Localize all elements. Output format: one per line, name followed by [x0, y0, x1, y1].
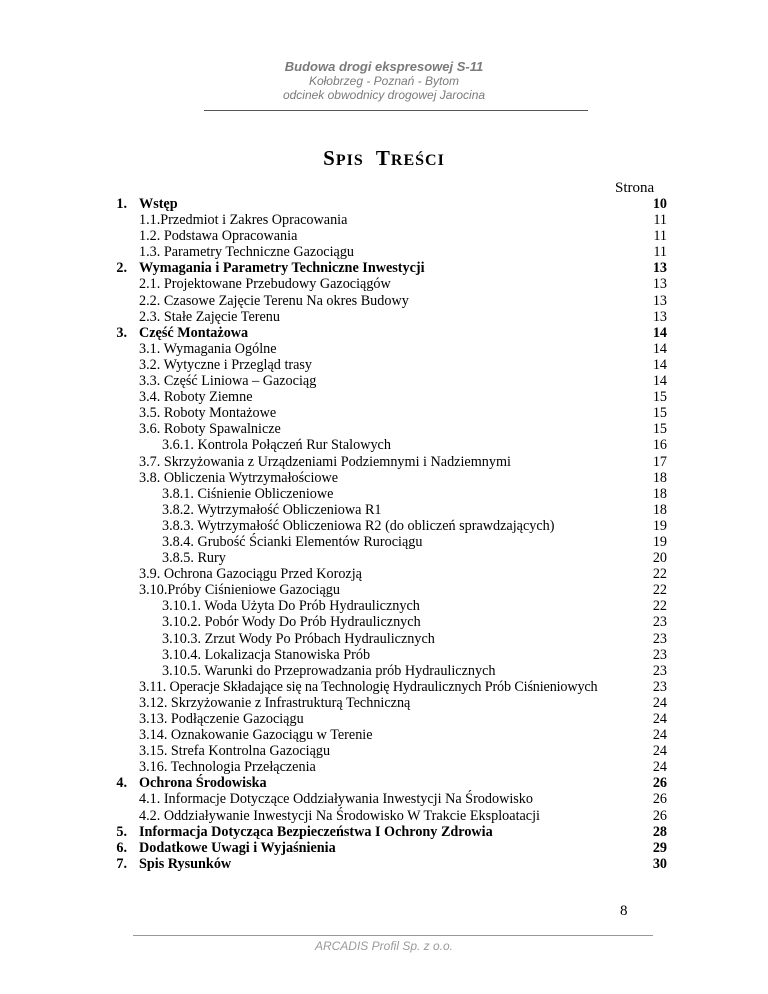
toc-entry-title: 3.8.5. Rury [162, 550, 226, 567]
toc-entry-page: 11 [653, 228, 667, 245]
toc-entry-page: 19 [652, 517, 667, 534]
toc-entry[interactable] [0, 598, 768, 614]
toc-entry-title: Wstęp [139, 196, 178, 212]
toc-entry-number: 1. [116, 196, 127, 212]
footer-company: ARCADIS Profil Sp. z o.o. [314, 939, 454, 953]
toc-entry-page: 13 [652, 292, 667, 309]
toc-entry[interactable] [0, 405, 768, 421]
header-divider [204, 110, 588, 111]
toc-entry-title: 3.10.4. Lokalizacja Stanowiska Prób [162, 646, 371, 663]
toc-entry-page: 26 [652, 775, 667, 792]
toc-entry-title: Dodatkowe Uwagi i Wyjaśnienia [139, 839, 336, 856]
toc-entry-title: 3.8.2. Wytrzymałość Obliczeniowa R1 [162, 501, 382, 518]
toc-entry[interactable] [0, 309, 768, 325]
toc-entry[interactable] [0, 196, 768, 212]
toc-entry-page: 30 [652, 855, 667, 872]
page-title [0, 146, 768, 171]
toc-entry-title: 3.12. Skrzyżowanie z Infrastrukturą Techniczną [139, 694, 411, 711]
toc-entry-page: 23 [652, 630, 667, 647]
toc-entry-title: 3.6.1. Kontrola Połączeń Rur Stalowych [162, 437, 391, 454]
toc-entry[interactable] [0, 389, 768, 405]
toc-entry-page: 11 [653, 212, 667, 229]
toc-entry[interactable] [0, 325, 768, 341]
header-section: odcinek obwodnicy drogowej Jarocina [282, 88, 486, 102]
toc-entry-page: 24 [652, 759, 667, 776]
toc-entry[interactable] [0, 566, 768, 582]
toc-entry[interactable] [0, 357, 768, 373]
toc-entry[interactable] [0, 791, 768, 807]
footer-divider [133, 935, 653, 936]
toc-entry[interactable] [0, 534, 768, 550]
toc-entry-page: 15 [652, 421, 667, 438]
toc-entry-number: 7. [116, 855, 127, 872]
title-initial-1: S [323, 146, 336, 170]
page-number: 8 [620, 903, 628, 919]
toc-entry-page: 23 [652, 646, 667, 663]
toc-entry-title: 3.8. Obliczenia Wytrzymałościowe [139, 469, 339, 486]
header-project-title: Budowa drogi ekspresowej S-11 [284, 59, 484, 74]
toc-entry-page: 23 [652, 678, 667, 695]
toc-entry[interactable] [0, 244, 768, 260]
toc-entry[interactable] [0, 212, 768, 228]
toc-entry-page: 26 [652, 791, 667, 808]
toc-entry[interactable] [0, 775, 768, 791]
header-route: Kołobrzeg - Poznań - Bytom [308, 74, 460, 88]
toc-entry-page: 18 [652, 469, 667, 486]
toc-entry[interactable] [0, 711, 768, 727]
toc-entry-page: 24 [652, 727, 667, 744]
toc-entry[interactable] [0, 824, 768, 840]
toc-entry-title: 3.8.3. Wytrzymałość Obliczeniowa R2 (do obliczeń sprawdzających) [162, 517, 555, 534]
toc-entry-page: 22 [652, 582, 667, 599]
toc-entry[interactable] [0, 228, 768, 244]
toc-entry-title: Wymagania i Parametry Techniczne Inwestycji [139, 260, 425, 277]
toc-entry-page: 20 [652, 550, 667, 567]
toc-entry-page: 11 [653, 244, 667, 261]
toc-entry-title: 2.1. Projektowane Przebudowy Gazociągów [139, 276, 391, 293]
toc-entry-title: 3.8.4. Grubość Ścianki Elementów Rurociągu [162, 533, 423, 550]
toc-entry-number: 6. [116, 839, 127, 856]
toc-entry[interactable] [0, 437, 768, 453]
toc-entry-title: 3.10.3. Zrzut Wody Po Próbach Hydraulicznych [162, 630, 435, 647]
toc-entry-page: 28 [652, 823, 667, 840]
toc-entry[interactable] [0, 808, 768, 824]
toc-entry-title: Informacja Dotycząca Bezpieczeństwa I Ochrony Zdrowia [139, 823, 493, 840]
title-word-1: PIS [335, 152, 364, 169]
table-of-contents [0, 196, 768, 872]
toc-entry-page: 14 [652, 356, 667, 373]
toc-entry[interactable] [0, 550, 768, 566]
toc-entry-title: 3.1. Wymagania Ogólne [139, 340, 277, 357]
toc-entry[interactable] [0, 470, 768, 486]
toc-entry[interactable] [0, 518, 768, 534]
toc-entry-page: 22 [652, 566, 667, 583]
toc-entry-page: 24 [652, 743, 667, 760]
toc-entry-title: 3.10.5. Warunki do Przeprowadzania prób Hydraulicznych [162, 662, 496, 679]
toc-entry[interactable] [0, 373, 768, 389]
toc-entry-title: 3.9. Ochrona Gazociągu Przed Korozją [139, 566, 362, 583]
toc-entry[interactable] [0, 421, 768, 437]
toc-entry-title: Spis Rysunków [139, 855, 232, 872]
toc-entry[interactable] [0, 260, 768, 276]
toc-entry-title: 1.3. Parametry Techniczne Gazociągu [139, 244, 355, 261]
toc-entry-page: 23 [652, 614, 667, 631]
page-column-label: Strona [615, 180, 655, 196]
toc-entry-page: 26 [652, 807, 667, 824]
toc-entry[interactable] [0, 293, 768, 309]
toc-entry-title: 1.1.Przedmiot i Zakres Opracowania [139, 212, 348, 229]
title-word-2: REŚCI [390, 152, 445, 169]
title-initial-2: T [375, 146, 391, 170]
toc-entry-title: 3.7. Skrzyżowania z Urządzeniami Podziemnymi i Nadziemnymi [139, 453, 511, 470]
toc-entry-page: 18 [652, 501, 667, 518]
toc-entry-number: 4. [116, 775, 127, 792]
toc-entry-page: 14 [652, 324, 667, 341]
toc-entry[interactable] [0, 743, 768, 759]
toc-entry-title: 3.14. Oznakowanie Gazociągu w Terenie [139, 727, 373, 744]
toc-entry[interactable] [0, 856, 768, 872]
toc-entry[interactable] [0, 727, 768, 743]
toc-entry[interactable] [0, 840, 768, 856]
toc-entry-page: 10 [652, 196, 667, 212]
toc-entry[interactable] [0, 502, 768, 518]
toc-entry-page: 15 [652, 389, 667, 406]
toc-entry-title: 3.8.1. Ciśnienie Obliczeniowe [162, 485, 334, 502]
toc-entry-title: 2.3. Stałe Zajęcie Terenu [139, 308, 280, 325]
toc-entry-number: 5. [116, 823, 127, 840]
toc-entry-page: 13 [652, 308, 667, 325]
toc-entry-title: 3.6. Roboty Spawalnicze [139, 421, 281, 438]
toc-entry-page: 22 [652, 598, 667, 615]
toc-entry-title: 3.10.2. Pobór Wody Do Prób Hydraulicznych [162, 614, 421, 631]
toc-entry[interactable] [0, 679, 768, 695]
toc-entry-page: 19 [652, 533, 667, 550]
toc-entry-page: 18 [652, 485, 667, 502]
toc-entry[interactable] [0, 582, 768, 598]
toc-entry-page: 24 [652, 711, 667, 727]
toc-entry[interactable] [0, 759, 768, 775]
toc-entry-title: 4.1. Informacje Dotyczące Oddziaływania Inwestycji Na Środowisko [139, 791, 533, 808]
toc-entry-title: 3.16. Technologia Przełączenia [139, 759, 316, 776]
toc-entry[interactable] [0, 663, 768, 679]
toc-entry-page: 29 [652, 839, 667, 856]
toc-entry-title: 3.13. Podłączenie Gazociągu [139, 711, 304, 727]
toc-entry-page: 24 [652, 694, 667, 711]
toc-entry-page: 16 [652, 437, 667, 454]
toc-entry[interactable] [0, 631, 768, 647]
toc-entry-title: 3.15. Strefa Kontrolna Gazociągu [139, 743, 331, 760]
toc-entry-title: Ochrona Środowiska [139, 775, 267, 792]
toc-entry-page: 14 [652, 373, 667, 390]
toc-entry-title: 2.2. Czasowe Zajęcie Terenu Na okres Budowy [139, 292, 409, 309]
toc-entry-title: 4.2. Oddziaływanie Inwestycji Na Środowisko W Trakcie Eksploatacji [139, 807, 540, 824]
toc-entry-page: 13 [652, 260, 667, 277]
toc-entry[interactable] [0, 454, 768, 470]
toc-entry[interactable] [0, 276, 768, 292]
toc-entry-page: 23 [652, 662, 667, 679]
toc-entry-title: 3.10.Próby Ciśnieniowe Gazociągu [139, 582, 340, 599]
toc-entry[interactable] [0, 341, 768, 357]
toc-entry-title: 3.11. Operacje Składające się na Technologię Hydraulicznych Prób Ciśnieniowych [139, 678, 598, 695]
toc-entry-page: 13 [652, 276, 667, 293]
toc-entry[interactable] [0, 614, 768, 630]
toc-entry-page: 15 [652, 405, 667, 422]
toc-entry-title: Część Montażowa [139, 324, 249, 341]
toc-entry-number: 2. [116, 260, 127, 277]
toc-entry-page: 17 [652, 453, 667, 470]
toc-entry-title: 1.2. Podstawa Opracowania [139, 228, 298, 245]
toc-entry[interactable] [0, 695, 768, 711]
toc-entry-number: 3. [116, 324, 127, 341]
toc-entry-title: 3.3. Część Liniowa – Gazociąg [139, 373, 317, 390]
toc-entry[interactable] [0, 486, 768, 502]
toc-entry-title: 3.5. Roboty Montażowe [139, 405, 277, 422]
toc-entry[interactable] [0, 647, 768, 663]
toc-entry-title: 3.4. Roboty Ziemne [139, 389, 253, 406]
toc-entry-title: 3.10.1. Woda Użyta Do Prób Hydraulicznych [162, 598, 420, 615]
toc-entry-page: 14 [652, 340, 667, 357]
toc-entry-title: 3.2. Wytyczne i Przegląd trasy [139, 356, 313, 373]
